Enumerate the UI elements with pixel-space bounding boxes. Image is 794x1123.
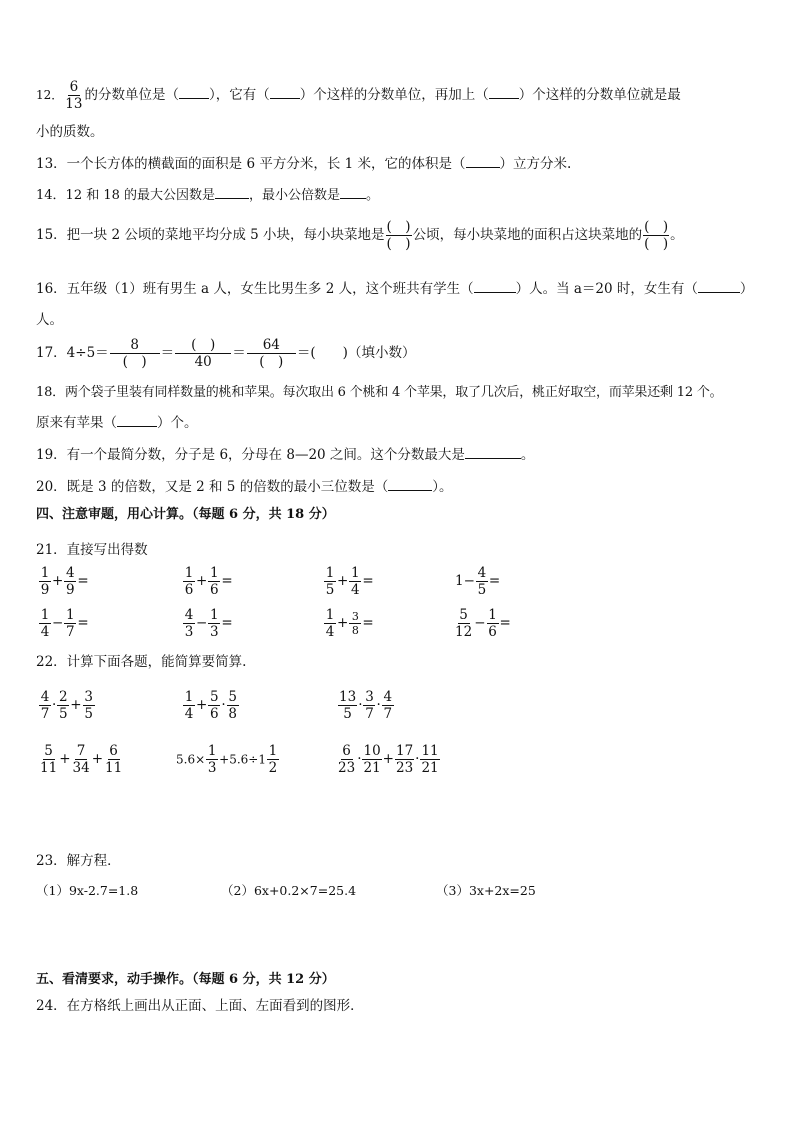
q22-expression: 5.6× $\frac{1}{3}$ +5.6÷1 $\frac{1}{2}$	[176, 743, 278, 777]
answer-blank[interactable]	[465, 458, 521, 459]
q21-item: $\frac{1}{9}$ + $\frac{4}{9}$ =	[40, 565, 89, 599]
question-24: 24．在方格纸上画出从正面、上面、左面看到的图形．	[36, 998, 364, 1014]
fraction-blank[interactable]: $\frac{( )}{( )}$	[386, 219, 411, 253]
fraction: $\frac{8}{( )}$	[110, 338, 160, 369]
question-18-line2: 原来有苹果（ ）个。	[36, 415, 198, 431]
q21-item: $\frac{1}{4}$ − $\frac{1}{7}$ =	[40, 607, 89, 641]
fraction-blank[interactable]: $\frac{( )}{( )}$	[644, 219, 669, 253]
q22-expression: $\frac{6}{23}$ · $\frac{10}{21}$ + $\frac{17}{23}$ · $\frac{11}{21}$	[338, 743, 439, 777]
q21-item: $\frac{1}{6}$ + $\frac{1}{6}$ =	[184, 565, 233, 599]
fraction: $\frac{64}{( )}$	[247, 338, 296, 369]
equation-3: （3）3x+2x=25	[436, 883, 536, 898]
q22-expression: $\frac{5}{11}$ + $\frac{7}{34}$ + $\frac{6}{11}$	[40, 743, 123, 777]
answer-blank[interactable]	[270, 98, 300, 99]
question-12: 12． $\frac{6}{13}$ 的分数单位是（ ），它有（ ）个这样的分数单位，再加上（ ）个这样的分数单位就是最	[36, 79, 681, 113]
question-19: 19．有一个最简分数，分子是 6，分母在 8—20 之间。这个分数最大是 。	[36, 447, 535, 463]
answer-blank[interactable]	[474, 292, 516, 293]
question-15: 15．把一块 2 公顷的菜地平均分成 5 小块，每小块菜地是 $\frac{( )}{( )}$ 公顷，每小块菜地的面积占这块菜地的 $\frac{( )}{( )}$ 。	[36, 219, 684, 253]
q21-item: $\frac{5}{12}$ − $\frac{1}{6}$ =	[455, 607, 511, 641]
question-number: 12．	[36, 88, 64, 103]
answer-blank[interactable]	[466, 167, 500, 168]
question-13: 13．一个长方体的横截面的面积是 6 平方分米，长 1 米，它的体积是（ ）立方分米.	[36, 156, 572, 172]
q21-item: 1− $\frac{4}{5}$ =	[455, 565, 501, 599]
q21-item: $\frac{4}{3}$ − $\frac{1}{3}$ =	[184, 607, 233, 641]
question-16: 16．五年级（1）班有男生 a 人，女生比男生多 2 人，这个班共有学生（ ）人。当 a＝20 时，女生有（ ）	[36, 281, 754, 297]
q21-item: $\frac{1}{4}$ + $\frac{3}{8}$ =	[325, 607, 374, 641]
question-20: 20．既是 3 的倍数，又是 2 和 5 的倍数的最小三位数是（ ）。	[36, 479, 453, 495]
q22-expression: $\frac{4}{7}$ · $\frac{2}{5}$ + $\frac{3}{5}$	[40, 689, 93, 723]
question-22-title: 22．计算下面各题，能简算要简算.	[36, 654, 247, 670]
question-23-title: 23．解方程．	[36, 853, 121, 869]
answer-blank[interactable]	[698, 292, 740, 293]
equation-2: （2）6x+0.2×7=25.4	[221, 883, 357, 898]
question-14: 14．12 和 18 的最大公因数是 ，最小公倍数是 。	[36, 188, 380, 203]
question-17: 17．4÷5＝ $\frac{8}{( )}$ ＝ $\frac{( )}{40}$ ＝ $\frac{64}{( )}$ ＝( )（填小数）	[36, 337, 416, 371]
q22-expression: $\frac{13}{5}$ · $\frac{3}{7}$ · $\frac{4}{7}$	[339, 689, 393, 723]
answer-blank[interactable]	[179, 98, 209, 99]
answer-blank[interactable]	[215, 198, 249, 199]
answer-blank[interactable]	[489, 98, 519, 99]
section-4-heading: 四、注意审题，用心计算。（每题 6 分，共 18 分）	[36, 507, 335, 522]
section-5-heading: 五、看清要求，动手操作。（每题 6 分，共 12 分）	[36, 972, 335, 987]
answer-blank[interactable]	[340, 198, 366, 199]
fraction: $\frac{6}{13}$	[65, 79, 83, 113]
question-12-line2: 小的质数。	[36, 124, 104, 140]
fraction: $\frac{( )}{40}$	[175, 338, 231, 369]
question-21-title: 21．直接写出得数	[36, 542, 148, 558]
answer-blank[interactable]	[388, 490, 432, 491]
q21-item: $\frac{1}{5}$ + $\frac{1}{4}$ =	[325, 565, 374, 599]
answer-blank[interactable]	[117, 426, 157, 427]
equation-1: （1）9x-2.7=1.8	[36, 883, 139, 898]
question-16-line2: 人。	[36, 312, 63, 328]
q22-expression: $\frac{1}{4}$ + $\frac{5}{6}$ · $\frac{5}{8}$	[184, 689, 237, 723]
question-18: 18．两个袋子里装有同样数量的桃和苹果。每次取出 6 个桃和 4 个苹果，取了几次后，桃正好取空，而苹果还剩 12 个。	[36, 385, 723, 400]
